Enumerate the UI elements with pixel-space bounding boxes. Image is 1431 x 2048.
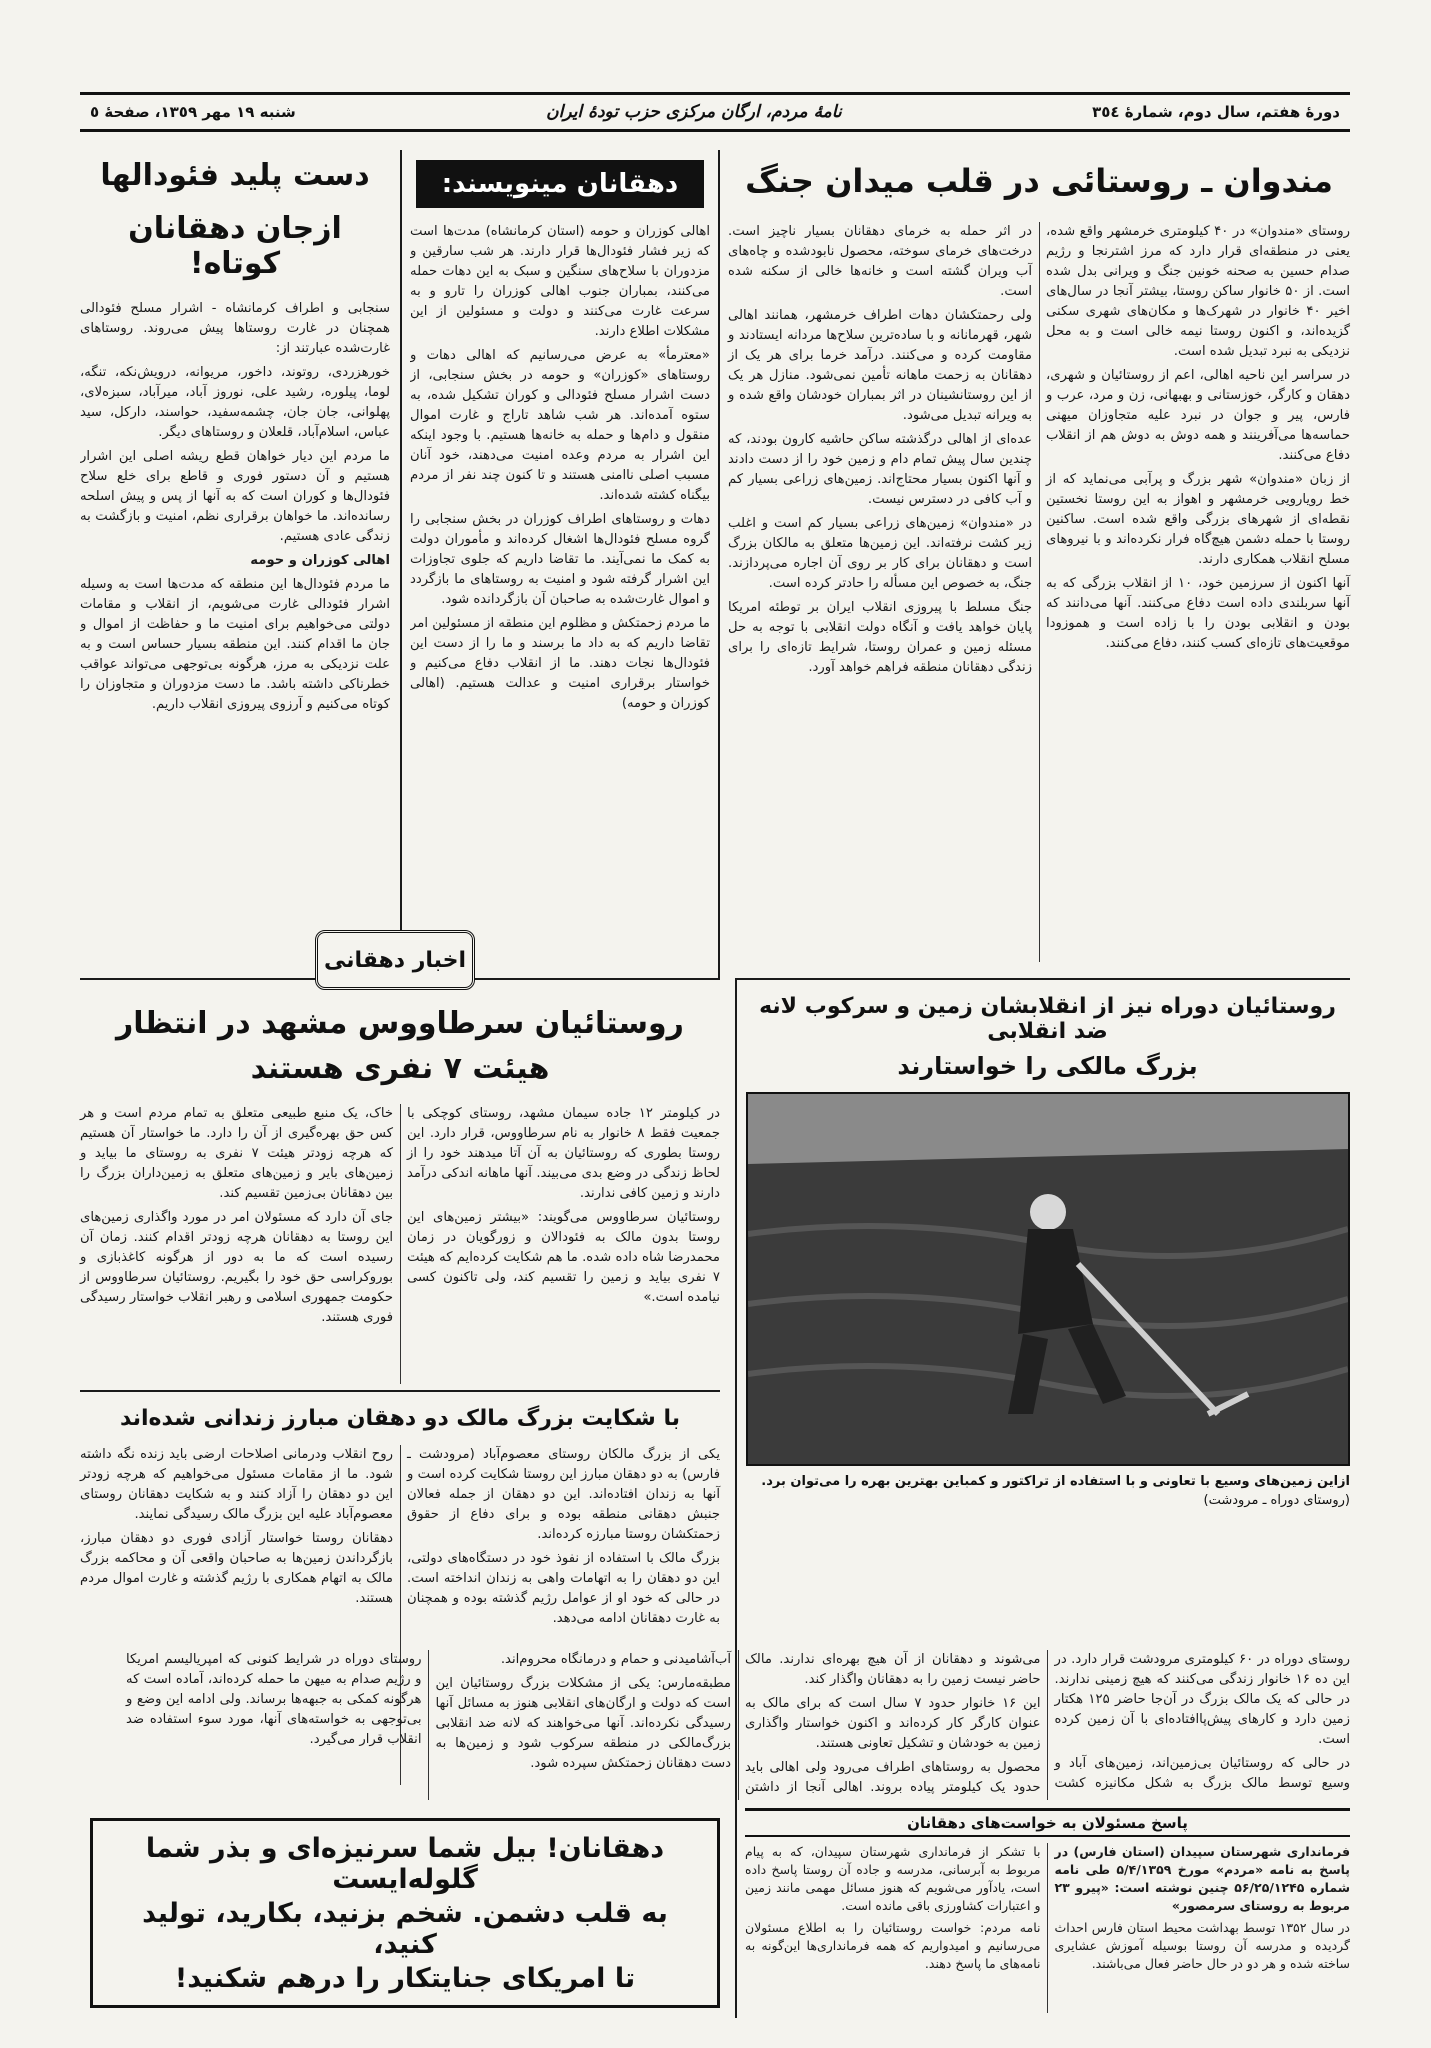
- article-sartavus-paragraph: خاک، یک منبع طبیعی متعلق به تمام مردم است و هر کس حق بهره‌گیری از آن را دارد. ما خواستار آن هستیم که هرچه زودتر هیئت ۷ نفری به روستای ما بیاید و زمین‌های بایر و زمین‌های متعلق به زمین‌داران بزرگ را بین دهقانان بی‌زمین تقسیم کند.: [80, 1106, 393, 1201]
- slogan-line: تا امریکای جنایتکار را درهم شکنید!: [174, 1962, 636, 1994]
- article-dorah-paragraph: در حالی که روستائیان بی‌زمین‌اند، زمین‌های آباد و وسیع توسط مالک بزرگ به شکل مکانیزه کشت می‌شوند و دهقانان از آن هیچ بهره‌ای ندارند. مالک حاضر نیست زمین را به دهقانان واگذار کند.: [745, 1652, 1350, 1791]
- article-sartavus-paragraph: در کیلومتر ۱۲ جاده سیمان مشهد، روستای کوچکی با جمعیت فقط ۸ خانوار به نام سرطاووس، قرار دارد. این روستا بطوری که روستائیان به آن آتا میدهند خود را از لحاظ زندگی در وضع بدی می‌بیند. آنها ماهانه اندکی درآمد دارند و زمین کافی ندارند.: [407, 1106, 720, 1201]
- issue-number: دورهٔ هفتم، سال دوم، شمارهٔ ٣٥٤: [1092, 103, 1340, 121]
- article-mandovan-paragraph: از زبان «مندوان» شهر بزرگ و پرآبی می‌نماید که از خط رویارویی خرمشهر و اهواز به این روستا نخستین نقطه‌ای از شهرهای بزرگی واقع شده است. ساکنین روستا با حمله دشمن هیچ‌گاه فرار نکرده‌اند و با نیروهای مسلح انقلاب همکاری دارند.: [1046, 472, 1350, 567]
- article-mandovan-paragraph: در «مندوان» زمین‌های زراعی بسیار کم است و اغلب زیر کشت نرفته‌اند. این زمین‌ها متعلق به مالکان بزرگ است و دهقانان برای کار بر روی آن اجاره می‌پردازند. جنگ، به خصوص این مسأله را حادتر کرده است.: [728, 516, 1032, 591]
- article-feudals-paragraph: ما مردم فئودال‌ها این منطقه که مدت‌ها است به وسیله اشرار فئودالی غارت می‌شویم، از انقلاب و مقامات دولتی می‌خواهیم برای امنیت ما و حفاظت از اموال و جان ما اقدام کنند. این منطقه بسیار حساس است و به علت نزدیکی به مرز، هرگونه بی‌توجهی می‌تواند عواقب خطرناکی داشته باشد. ما دست مزدوران و متجاوزان را کوتاه می‌کنیم و آرزوی پیروزی انقلاب داریم.: [80, 577, 390, 712]
- article-dorah-paragraph: مطبقه‌مارس: یکی از مشکلات بزرگ روستائیان این است که دولت و ارگان‌های انقلابی هنوز به مسائل آنها رسیدگی نکرده‌اند. آنها می‌خواهند که لانه ضد انقلابی بزرگ‌مالکی در منطقه سرکوب شود و زمین‌ها به دست دهقانان زحمتکش سپرده شود.: [435, 1676, 731, 1771]
- section-header-officials-response: پاسخ مسئولان به خواست‌های دهقانان: [745, 1808, 1350, 1837]
- article-dorah-title-line1: روستائیان دوراه نیز از انقلابشان زمین و سرکوب لانه ضد انقلابی: [759, 994, 1336, 1044]
- article-peasants-write: [410, 152, 710, 974]
- article-arrested-paragraph: بزرگ مالک با استفاده از نفوذ خود در دستگاه‌های دولتی، این دو دهقان را به اتهامات واهی به زندان انداخته است. در حالی که خود او از عوامل رژیم گذشته بوده و همچنان به غارت دهقانان ادامه می‌دهد.: [407, 1551, 720, 1626]
- article-sartavus: [80, 1000, 720, 1390]
- response-paragraph: در سال ۱۳۵۲ توسط بهداشت محیط استان فارس احداث گردیده و مدرسه آن روستا بوسیله آموزش عشایری ساخته شده و هر دو در حال حاضر فعال می‌باشند.: [1054, 1920, 1350, 1971]
- letter-paragraph: اهالی کوزران و حومه (استان کرمانشاه) مدت‌ها است که زیر فشار فئودال‌ها قرار دارند. هر شب سارقین و مزدوران با سلاح‌های سنگین و سبک به این دهات حمله می‌کنند، بمباران جنوب اهالی کوزران را تارو و به سرعت غارت می‌کنند و دولت و مسئولین از این مشکلات اطلاع دارند.: [410, 224, 710, 339]
- article-mandovan-title: مندوان ـ روستائی در قلب میدان جنگ: [745, 162, 1333, 200]
- response-paragraph: با تشکر از فرمانداری شهرستان سپیدان، که به پیام مربوط به آبرسانی، مدرسه و جاده آن روستا پاسخ داده است، یادآور می‌شویم که هنوز مسائل مهمی مانند زمین و اعتبارات کشاورزی باقی مانده است.: [745, 1844, 1041, 1913]
- article-sartavus-paragraph: روستائیان سرطاووس می‌گویند: «بیشتر زمین‌های این روستا بدون مالک به فئودالان و زورگویان در زمان محمدرضا شاه داده شده. ما هم شکایت کرده‌ایم که هیئت ۷ نفری بیاید و زمین را تقسیم کند، ولی تاکنون کسی نیامده است.»: [407, 1210, 720, 1305]
- article-dorah-paragraph: این ۱۶ خانوار حدود ۷ سال است که برای مالک به عنوان کارگر کار کرده‌اند و اکنون خواستار واگذاری زمین به خودشان و تشکیل تعاونی هستند.: [745, 1696, 1041, 1751]
- letter-signature: اهالی کوزران و حومه: [250, 553, 390, 568]
- article-dorah-paragraph: محصول به روستاهای اطراف می‌رود ولی اهالی باید حدود یک کیلومتر پیاده بروند. اهالی آنجا از داشتن آب‌آشامیدنی و حمام و درمانگاه محروم‌اند.: [500, 1652, 1041, 1795]
- letter-paragraph: ما مردم زحمتکش و مظلوم این منطقه از مسئولین امر تقاضا داریم که به داد ما برسند و ما را از دست این فئودال‌ها نجات دهند. ما از انقلاب دفاع می‌کنیم و خواستار برقراری امنیت و عدالت هستیم. (اهالی کوزران و حومه): [410, 616, 710, 711]
- photo-caption-location: (روستای دوراه ـ مرودشت): [1203, 1493, 1350, 1508]
- section-header-peasants-write: دهقانان مینویسند:: [416, 160, 704, 208]
- article-mandovan-paragraph: در اثر حمله به خرمای دهقانان بسیار ناچیز است. درخت‌های خرمای سوخته، محصول نابودشده و چاه‌های آب ویران گشته است و خانه‌ها خالی از سکنه شده است.: [728, 224, 1032, 299]
- article-dorah-body: [126, 1650, 1351, 1800]
- article-arrested-title: با شکایت بزرگ مالک دو دهقان مبارز زندانی شده‌اند: [120, 1406, 680, 1431]
- slogan-line: به قلب دشمن. شخم بزنید، بکارید، تولید کنید،: [142, 1897, 668, 1960]
- section-kicker-peasant-news: اخبار دهقانی: [315, 930, 475, 990]
- article-dorah-title-line2: بزرگ مالکی را خواستارند: [897, 1052, 1198, 1080]
- article-feudals-title-line2: ازجان دهقانان کوتاه!: [128, 211, 342, 281]
- article-mandovan-paragraph: عده‌ای از اهالی درگذشته ساکن حاشیه کارون بودند، که چندین سال پیش تمام دام و زمین خود را از دست دادند و آنها اکنون بسیار محتاج‌اند. زمین‌های زراعی بسیار کم و آب کافی در دسترس نیست.: [728, 432, 1032, 507]
- article-feudals-title-line1: دست پلید فئودالها: [100, 158, 370, 193]
- article-arrested-paragraph: دهقانان روستا خواستار آزادی فوری دو دهقان مبارز، بازگرداندن زمین‌ها به صاحبان واقعی آن و محاکمه بزرگ مالک به اتهام همکاری با رژیم گذشته و غارت اموال مردم هستند.: [80, 1531, 393, 1606]
- article-arrested-paragraph: یکی از بزرگ مالکان روستای معصوم‌آباد (مرودشت ـ فارس) به دو دهقان مبارز این روستا شکایت کرده است و آنها به زندان افتاده‌اند. این دو دهقان از جمله فعالان جنبش دهقانی منطقه بوده و برای دفاع از حقوق زحمتکشان روستا مبارزه کرده‌اند.: [407, 1447, 720, 1542]
- village-list: خورهزردی، روتوند، داخور، مریوانه، درویش‌نکه، تنگه، لوما، پیلوره، رشید علی، نوروز آباد، میرآباد، سبزه‌لای، پهلوانی، جان جان، چشمه‌سفید، حواسند، دارکل، سید عباس، اسلام‌آباد، قلعلان و روستاهای دیگر.: [80, 365, 390, 440]
- masthead: [80, 92, 1350, 132]
- article-officials-response: [745, 1808, 1350, 2018]
- response-paragraph: فرمانداری شهرستان سپیدان (استان فارس) در پاسخ به نامه «مردم» مورخ ۵/۴/۱۳۵۹ طی نامه شماره ۵۶/۲۵/۱۲۴۵ چنین نوشته است: «پیرو ۲۳ مربوط به روستای سرمصور»: [1054, 1844, 1351, 1913]
- article-arrested-paragraph: روح انقلاب ودرمانی اصلاحات ارضی باید زنده نگه داشته شود. ما از مقامات مسئول می‌خواهیم که هرچه زودتر این دو دهقان را آزاد کنند و به شکایت دهقانان روستای معصوم‌آباد علیه این بزرگ مالک رسیدگی نمایند.: [80, 1447, 393, 1522]
- article-mandovan-paragraph: ولی رحمتکشان دهات اطراف خرمشهر، همانند اهالی شهر، قهرمانانه و با ساده‌ترین سلاح‌ها مردانه ایستادند و مقاومت کرده و می‌کنند. درآمد خرما برای هر یک از دهقانان به زحمت ماهانه تأمین نمی‌شود. منازل هر یک از این روستانشینان در اثر بمباران خودشان واقع شده و به ویرانه تبدیل می‌شود.: [728, 308, 1032, 423]
- article-mandovan-paragraph: در سراسر این ناحیه اهالی، اعم از روستائیان و شهری، دهقان و کارگر، خوزستانی و بهبهانی، زن و مرد، عرب و فارس، پیر و جوان در نبرد علیه متجاوزان میهنی حماسه‌ها می‌آفرینند و همه دوش به دوش هم از انقلاب دفاع می‌کنند.: [1046, 368, 1350, 463]
- photo-caption: ازاین زمین‌های وسیع با تعاونی و با استفاده از تراکتور و کمباین بهترین بهره را می‌توان برد.: [761, 1474, 1350, 1489]
- article-mandovan: [728, 152, 1350, 974]
- article-mandovan-paragraph: روستای «مندوان» در ۴۰ کیلومتری خرمشهر واقع شده، یعنی در منطقه‌ای قرار دارد که مرز اشترنجا و رژیم صدام حسین به صحنه خونین جنگ و ویرانی بدل شده است. از ۵۰ خانوار ساکن روستا، بیشتر آنجا در سال‌های اخیر ۴۰ خانوار در شهرک‌ها و مکان‌های شهری سکنی گزیده‌اند، و اکنون روستا نیمه خالی است و به محل نزدیکی به نبرد تبدیل شده است.: [1046, 224, 1350, 359]
- article-sartavus-title-line2: هیئت ۷ نفری هستند: [250, 1051, 550, 1086]
- article-mandovan-paragraph: جنگ مسلط با پیروزی انقلاب ایران بر توطئه امریکا پایان خواهد یافت و آنگاه دولت انقلابی با توجه به حل مسئله زمین و عمران روستا، شرایط تازه‌ای را برای زندگی دهقانان منطقه فراهم خواهد آورد.: [728, 600, 1032, 675]
- article-dorah-paragraph: روستای دوراه در ۶۰ کیلومتری مرودشت قرار دارد. در این ده ۱۶ خانوار زندگی می‌کنند که هیچ زمینی ندارند. در حالی که یک مالک بزرگ در آن‌جا حاضر ۱۲۵ هکتار زمین دارد و کارهای پیش‌پاافتاده‌ای با آن زمین کرده است.: [1054, 1652, 1351, 1747]
- article-dorah-paragraph: روستای دوراه در شرایط کنونی که امپریالیسم امریکا و رژیم صدام به میهن ما حمله کرده‌اند، آماده است که هرگونه کمکی به جبهه‌ها برساند. ولی ادامه این وضع و بی‌توجهی به خواسته‌های آنها، مورد سوء استفاده ضد انقلاب قرار می‌گیرد.: [126, 1652, 422, 1747]
- article-dorah: [745, 990, 1350, 1670]
- response-paragraph: نامه مردم: خواست روستائیان را به اطلاع مسئولان می‌رسانیم و امیدواریم که همه فرمانداری‌ها این‌گونه به نامه‌های ما پاسخ دهند.: [745, 1920, 1041, 1971]
- article-sartavus-title-line1: روستائیان سرطاووس مشهد در انتظار: [116, 1006, 684, 1041]
- slogan-box: [90, 1818, 720, 2008]
- article-sartavus-paragraph: جای آن دارد که مسئولان امر در مورد واگذاری زمین‌های این روستا به دهقانان هرچه زودتر اقدام کنند. زمان آن رسیده است که ما به دور از هرگونه کاغذبازی و بوروکراسی حق خود را بگیریم. روستائیان سرطاووس از حکومت جمهوری اسلامی و رهبر انقلاب خواستار رسیدگی فوری هستند.: [80, 1210, 393, 1325]
- article-feudals: [80, 152, 390, 974]
- article-feudals-paragraph: ما مردم این دیار خواهان قطع ریشه اصلی این اشرار هستیم و آن دستور فوری و قاطع برای خلع سلاح فئودال‌ها و کوران است که به آنها از پس و پیش اسلحه رسانده‌اند. ما خواهان برقراری نظم، امنیت و بازگشت به زندگی عادی هستیم.: [80, 449, 390, 544]
- slogan-line: دهقانان! بیل شما سرنیزه‌ای و بذر شما گلوله‌ایست: [145, 1832, 665, 1895]
- article-feudals-paragraph: سنجابی و اطراف کرمانشاه - اشرار مسلح فئودالی همچنان در غارت روستاها پیش می‌روند. روستاهای غارت‌شده عبارتند از:: [80, 301, 390, 356]
- article-mandovan-paragraph: آنها اکنون از سرزمین خود، ۱۰ از انقلاب بزرگی که به آنها سربلندی داده است دفاع می‌کنند. آنها می‌دانند که بودن و انقلابی بودن را با زاده است و هموزودا موقعیت‌های تازه‌ای کسب کنند، دفاع می‌کنند.: [1046, 576, 1350, 651]
- letter-paragraph: دهات و روستاهای اطراف کوزران در بخش سنجابی را گروه مسلح فئودال‌ها اشغال کرده‌اند و مأموران دولت به کمک ما نمی‌آیند. ما تقاضا داریم که جلوی تجاوزات این اشرار گرفته شود و امنیت به روستاهای ما بازگردد و اموال غارت‌شده به صاحبان آن بازگردانده شود.: [410, 512, 710, 607]
- paper-name: نامهٔ مردم، ارگان مرکزی حزب تودهٔ ایران: [546, 102, 842, 122]
- farmer-photo: [746, 1092, 1350, 1466]
- letter-paragraph: «معترمأ» به عرض می‌رسانیم که اهالی دهات و روستاهای «کوزران» و حومه در بخش سنجابی، از دست اشرار مسلح فئودالی و کوران تشکیل شده، به ستوه آمده‌اند. هر شب شاهد تاراج و غارت اموال منقول و دام‌ها و حمله به خانه‌ها هستیم. با وجود اینکه این اشرار به مردم وعده امنیت می‌دهند، خود آنان مسبب اصلی ناامنی هستند و تا کنون چند نفر از مردم بیگناه کشته شده‌اند.: [410, 348, 710, 503]
- issue-date: شنبه ١٩ مهر ١٣٥٩، صفحهٔ ٥: [90, 103, 296, 121]
